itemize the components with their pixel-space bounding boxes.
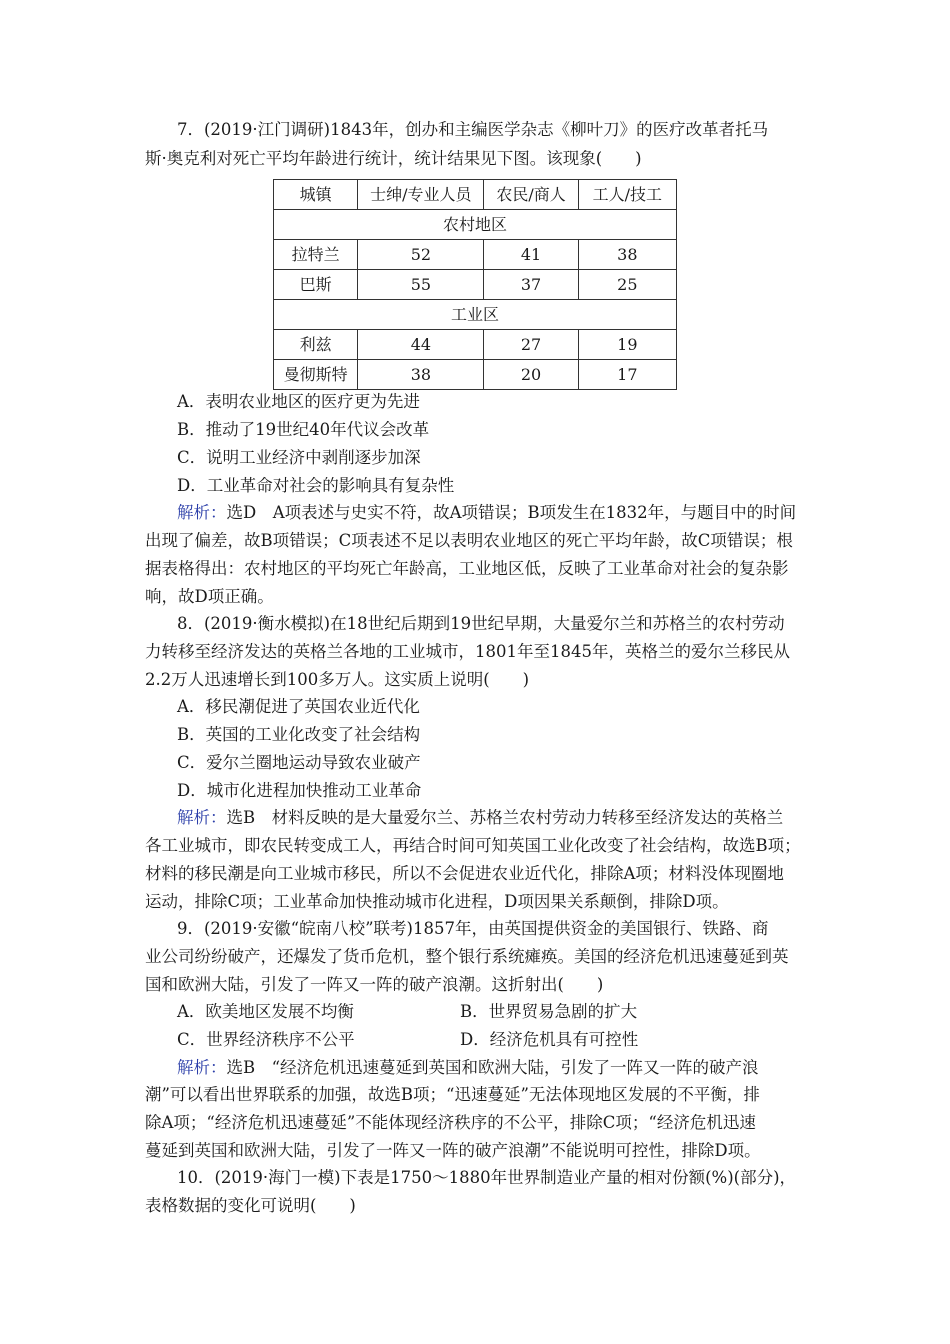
table-cell: 利兹 (274, 330, 358, 360)
table-cell: 38 (578, 240, 676, 270)
q8-option-b: B．英国的工业化改变了社会结构 (177, 725, 421, 744)
table-row (274, 240, 677, 270)
q10-stem-line-1: 10．(2019·海门一模)下表是1750～1880年世界制造业产量的相对份额(%)(部分)， (177, 1168, 797, 1187)
q8-option-d: D．城市化进程加快推动工业革命 (177, 781, 422, 800)
analysis-label: 解析： (177, 1058, 227, 1077)
q7-option-a: A．表明农业地区的医疗更为先进 (177, 392, 420, 411)
table-header-cell: 城镇 (274, 180, 358, 210)
table-row (274, 360, 677, 390)
table-section-row (274, 300, 677, 330)
table-header-cell: 工人/技工 (578, 180, 676, 210)
q8-stem-line-2: 力转移至经济发达的英格兰各地的工业城市，1801年至1845年，英格兰的爱尔兰移民从 (145, 642, 790, 661)
table-cell: 20 (484, 360, 578, 390)
table-cell: 拉特兰 (274, 240, 358, 270)
q7-stem-line-1: 7．(2019·江门调研)1843年，创办和主编医学杂志《柳叶刀》的医疗改革者托马 (177, 120, 769, 139)
q7-analysis-line-2: 出现了偏差，故B项错误；C项表述不足以表明农业地区的死亡平均年龄，故C项错误；根 (145, 531, 793, 550)
q7-stem-line-2: 斯·奥克利对死亡平均年龄进行统计，统计结果见下图。该现象( ) (145, 149, 642, 168)
q9-stem-line-1: 9．(2019·安徽“皖南八校”联考)1857年，由英国提供资金的美国银行、铁路、商 (177, 919, 769, 938)
q7-analysis-line-1 (177, 502, 810, 524)
q9-option-a: A．欧美地区发展不均衡 (177, 1002, 354, 1021)
q9-analysis-line-2: 潮”可以看出世界联系的加强，故选B项；“迅速蔓延”无法体现地区发展的不平衡，排 (145, 1085, 760, 1104)
table-cell: 25 (578, 270, 676, 300)
table-cell: 41 (484, 240, 578, 270)
q9-analysis-line-4: 蔓延到英国和欧洲大陆，引发了一阵又一阵的破产浪潮”不能说明可控性，排除D项。 (145, 1141, 761, 1160)
table-cell: 19 (578, 330, 676, 360)
q9-stem-line-3: 国和欧洲大陆，引发了一阵又一阵的破产浪潮。这折射出( ) (145, 975, 604, 994)
q10-stem-line-2: 表格数据的变化可说明( ) (145, 1196, 356, 1215)
analysis-text: 选D A项表述与史实不符，故A项错误；B项发生在1832年，与题目中的时间 (226, 503, 797, 522)
analysis-label: 解析： (177, 808, 227, 827)
q9-option-b: B．世界贸易急剧的扩大 (460, 1002, 638, 1021)
q8-analysis-line-3: 材料的移民潮是向工业城市移民，所以不会促进农业近代化，排除A项；材料没体现圈地 (145, 864, 784, 883)
table-cell: 37 (484, 270, 578, 300)
table-cell: 27 (484, 330, 578, 360)
table-cell: 44 (358, 330, 484, 360)
table-header-row (274, 180, 677, 210)
analysis-label: 解析： (177, 503, 227, 522)
q9-analysis-line-1 (177, 1057, 810, 1079)
q7-option-c: C．说明工业经济中剥削逐步加深 (177, 448, 421, 467)
mortality-table (273, 179, 677, 390)
q8-analysis-line-1 (177, 807, 810, 829)
q9-option-c: C．世界经济秩序不公平 (177, 1030, 355, 1049)
table-row (274, 330, 677, 360)
q7-analysis-line-4: 响，故D项正确。 (145, 587, 274, 606)
table-cell: 52 (358, 240, 484, 270)
q7-analysis-line-3: 据表格得出：农村地区的平均死亡年龄高，工业地区低，反映了工业革命对社会的复杂影 (145, 559, 789, 578)
q9-stem-line-2: 业公司纷纷破产，还爆发了货币危机，整个银行系统瘫痪。美国的经济危机迅速蔓延到英 (145, 947, 789, 966)
table-header-cell: 士绅/专业人员 (358, 180, 484, 210)
table-section-row (274, 210, 677, 240)
table-cell: 巴斯 (274, 270, 358, 300)
section-industrial: 工业区 (274, 300, 677, 330)
q9-option-d: D．经济危机具有可控性 (460, 1030, 639, 1049)
section-rural: 农村地区 (274, 210, 677, 240)
q8-stem-line-1: 8．(2019·衡水模拟)在18世纪后期到19世纪早期，大量爱尔兰和苏格兰的农村劳动 (177, 614, 785, 633)
q7-option-d: D．工业革命对社会的影响具有复杂性 (177, 476, 455, 495)
table-cell: 55 (358, 270, 484, 300)
q8-analysis-line-4: 运动，排除C项；工业革命加快推动城市化进程，D项因果关系颠倒，排除D项。 (145, 892, 729, 911)
q9-analysis-line-3: 除A项；“经济危机迅速蔓延”不能体现经济秩序的不公平，排除C项；“经济危机迅速 (145, 1113, 756, 1132)
q8-option-c: C．爱尔兰圈地运动导致农业破产 (177, 753, 421, 772)
table-header-cell: 农民/商人 (484, 180, 578, 210)
table-cell: 曼彻斯特 (274, 360, 358, 390)
table-cell: 17 (578, 360, 676, 390)
analysis-text: 选B 材料反映的是大量爱尔兰、苏格兰农村劳动力转移至经济发达的英格兰 (226, 808, 784, 827)
table-row (274, 270, 677, 300)
q8-analysis-line-2: 各工业城市，即农民转变成工人，再结合时间可知英国工业化改变了社会结构，故选B项； (145, 836, 801, 855)
analysis-text: 选B “经济危机迅速蔓延到英国和欧洲大陆，引发了一阵又一阵的破产浪 (226, 1058, 759, 1077)
q7-option-b: B．推动了19世纪40年代议会改革 (177, 420, 430, 439)
q8-option-a: A．移民潮促进了英国农业近代化 (177, 697, 420, 716)
table-cell: 38 (358, 360, 484, 390)
q8-stem-line-3: 2.2万人迅速增长到100多万人。这实质上说明( ) (145, 670, 530, 689)
